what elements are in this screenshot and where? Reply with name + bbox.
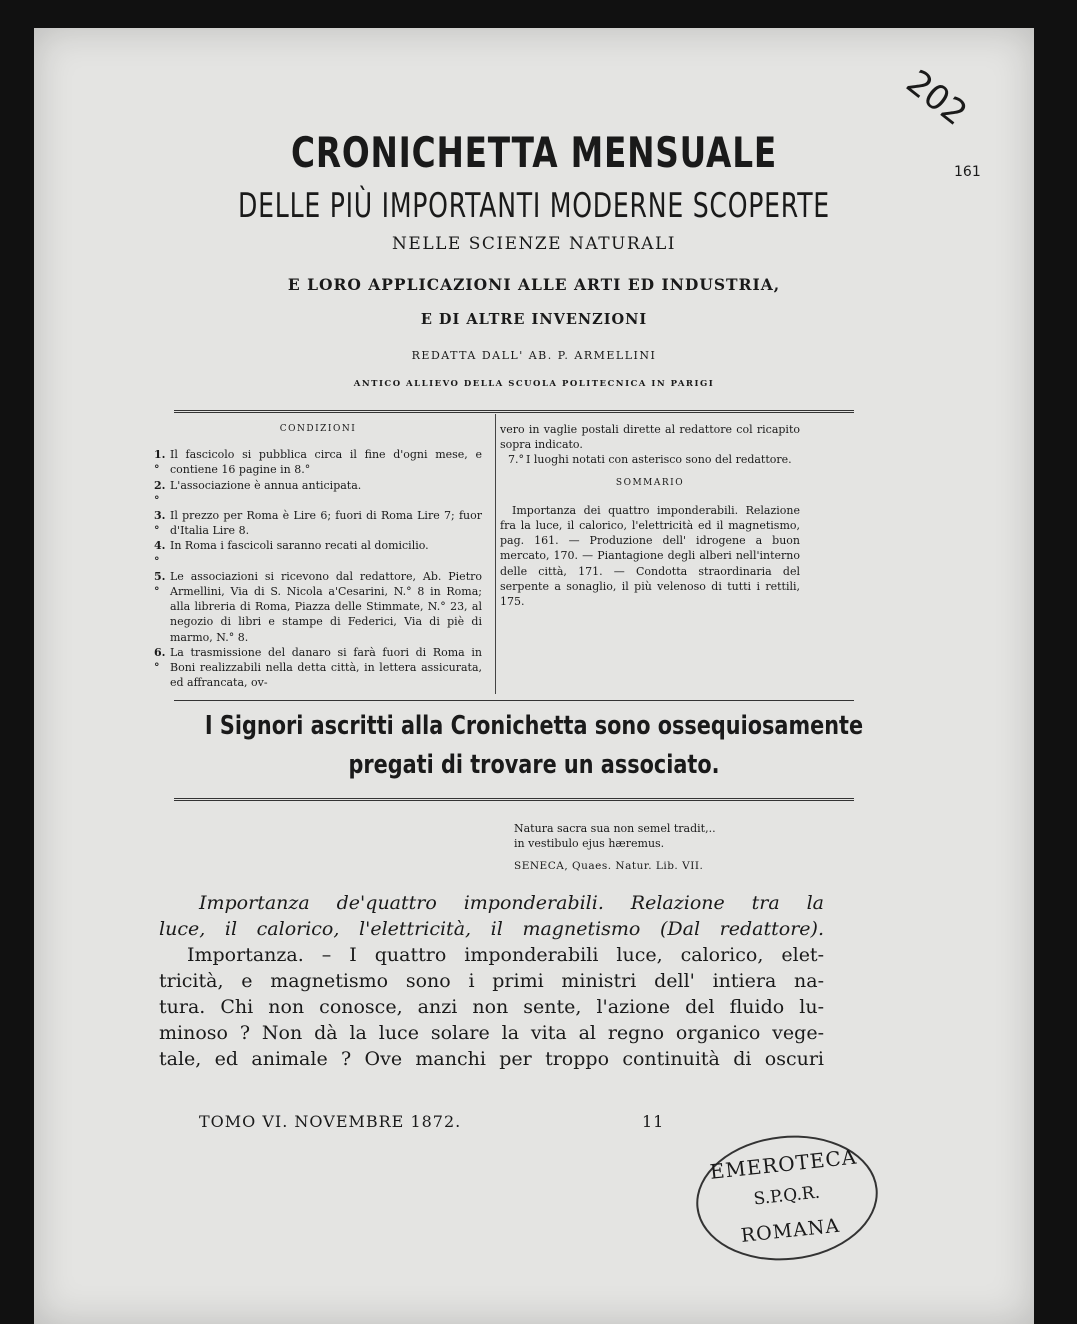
article-line: Importanza. – I quattro imponderabili luce, calorico, elet- — [187, 944, 824, 966]
handwritten-page: 161 — [954, 164, 981, 180]
epigraph — [514, 821, 814, 874]
notice-line2: pregati di trovare un associato. — [348, 750, 720, 780]
article-line: tricità, e magnetismo sono i primi ministri dell' intiera na- — [159, 970, 824, 992]
divider-middle — [174, 700, 854, 701]
masthead-line2: E LORO APPLICAZIONI ALLE ARTI ED INDUSTRIA, — [287, 275, 781, 294]
document-page — [34, 28, 1034, 1324]
condition-item: 2.° L'associazione è annua anticipata. — [154, 478, 362, 507]
footer-issue: TOMO VI. NOVEMBRE 1872. — [199, 1112, 462, 1131]
condition-item: 7.° I luoghi notati con asterisco sono del redattore. — [508, 453, 792, 467]
stamp-bottom: ROMANA — [739, 1214, 842, 1247]
article-line: tale, ed animale ? Ove manchi per troppo continuità di oscuri — [159, 1048, 824, 1070]
stamp-top: EMEROTECA — [708, 1144, 859, 1184]
summary-column — [500, 422, 800, 609]
masthead-subtitle: DELLE PIÙ IMPORTANTI MODERNE SCOPERTE — [238, 186, 830, 226]
epigraph-line2: in vestibulo ejus hæremus. — [514, 837, 665, 850]
stamp-middle: S.P.Q.R. — [752, 1182, 821, 1210]
condition-item: 4.° In Roma i fascicoli saranno recati al domicilio. — [154, 539, 429, 568]
article-body — [159, 890, 824, 1072]
summary-heading: SOMMARIO — [615, 477, 685, 488]
condition-continuation: vero in vaglie postali dirette al redattore col ricapito sopra indicato. — [500, 423, 800, 452]
notice-line1: I Signori ascritti alla Cronichetta sono ossequiosamente — [204, 711, 864, 741]
masthead-editor: REDATTA DALL' AB. P. ARMELLINI — [411, 349, 657, 362]
article-line: minoso ? Non dà la luce solare la vita al regno organico vege- — [159, 1022, 824, 1044]
condition-item: 3.° Il prezzo per Roma è Lire 6; fuori di Roma Lire 7; fuor d'Italia Lire 8. — [154, 509, 482, 538]
condition-item: 6.° La trasmissione del danaro si farà fuori di Roma in Boni realizzabili nella detta città, in lettera assicurata, ed affrancata, ov- — [154, 645, 482, 690]
divider-bottom — [174, 798, 854, 801]
masthead-line3: E DI ALTRE INVENZIONI — [420, 311, 648, 328]
masthead-editor-note: ANTICO ALLIEVO DELLA SCUOLA POLITECNICA IN PARIGI — [353, 379, 715, 389]
condition-item: 1.° Il fascicolo si pubblica circa il fine d'ogni mese, e contiene 16 pagine in 8.° — [154, 448, 482, 477]
condition-item: 5.° Le associazioni si ricevono dal redattore, Ab. Pietro Armellini, Via di S. Nicola a'Cesarini, N.° 8 in Roma; alla libreria di Roma, Piazza delle Stimmate, N.° 23, al negozio di libri e stampe di Federici, Via di piè di marmo, N.° 8. — [154, 569, 482, 644]
conditions-column — [154, 422, 482, 690]
masthead-line1: NELLE SCIENZE NATURALI — [392, 234, 676, 254]
epigraph-line1: Natura sacra sua non semel tradit,.. — [514, 822, 716, 835]
article-line: Importanza de'quattro imponderabili. Relazione tra la — [199, 892, 824, 914]
article-line: tura. Chi non conosce, anzi non sente, l'azione del fluido lu- — [159, 996, 824, 1018]
footer-sheet-number: 11 — [642, 1112, 665, 1131]
conditions-heading: CONDIZIONI — [279, 424, 357, 434]
epigraph-source: SENECA, Quaes. Natur. Lib. VII. — [514, 860, 704, 872]
summary-text: Importanza dei quattro imponderabili. Relazione fra la luce, il calorico, l'elettricità ed il magnetismo, pag. 161. — Produzione dell' idrogene a buon mercato, 170. — Piantagione degli alberi nell'interno delle città, 171. — Condotta straordinaria del serpente a sonaglio, il più velenoso di tutti i rettili, 175. — [500, 503, 800, 609]
article-line: luce, il calorico, l'elettricità, il magnetismo (Dal redattore). — [159, 918, 824, 940]
library-stamp — [690, 1127, 884, 1269]
column-divider — [495, 414, 496, 694]
divider-top — [174, 410, 854, 413]
masthead-title: CRONICHETTA MENSUALE — [290, 128, 778, 177]
handwritten-number: 202 — [898, 62, 975, 134]
